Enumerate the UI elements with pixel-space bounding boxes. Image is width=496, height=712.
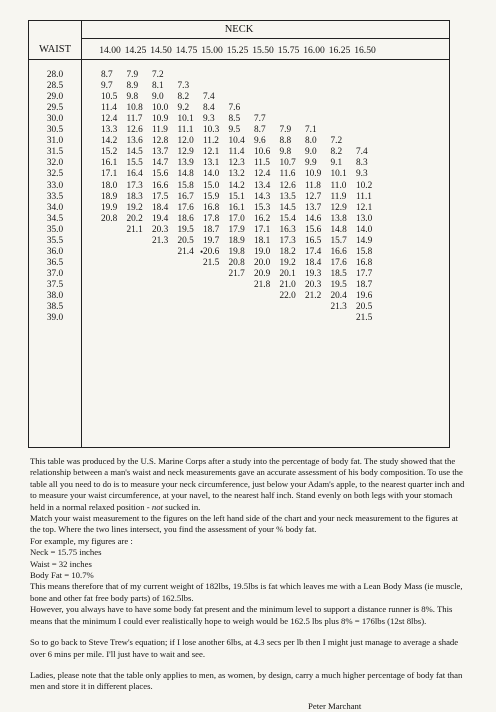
neck-value: 16.50	[354, 45, 376, 56]
table-cell: 15.6	[152, 169, 169, 180]
signature: Peter Marchant	[308, 700, 362, 711]
waist-value: 28.0	[46, 70, 64, 80]
table-cell: 10.0	[152, 103, 169, 114]
waist-value: 29.5	[46, 103, 64, 114]
table-cell: 7.2	[330, 136, 343, 147]
neck-value: 15.75	[277, 45, 300, 56]
waist-value: 36.0	[46, 246, 64, 257]
waist-value: 35.5	[46, 235, 64, 246]
table-cell: 9.7	[101, 81, 113, 92]
table-cell: 16.7	[177, 191, 194, 202]
table-cell: 21.7	[228, 268, 245, 279]
table-cell: 12.1	[203, 147, 220, 158]
table-cell: 15.2	[101, 147, 118, 158]
table-cell: 10.1	[177, 114, 194, 125]
table-cell: 13.7	[152, 147, 169, 158]
example-waist: Waist = 32 inches	[30, 558, 92, 569]
waist-value: 31.0	[46, 136, 64, 147]
table-cell: 8.2	[330, 147, 343, 158]
table-cell: 19.2	[126, 202, 143, 213]
table-cell: 9.8	[126, 92, 139, 103]
table-cell: 11.7	[126, 114, 143, 125]
table-cell: 17.0	[228, 213, 245, 224]
table-cell: 7.7	[254, 114, 266, 125]
table-cell: 8.1	[152, 81, 164, 92]
table-cell: 7.4	[356, 147, 368, 158]
waist-value: 28.5	[46, 81, 64, 92]
table-cell: 19.5	[177, 224, 194, 235]
table-cell: 13.5	[279, 191, 296, 202]
paragraph-equation: So to go back to Steve Trew's equation; if I lose another 6lbs, at 4.3 secs per lb then I might just manage to average a shade over 6 mins per mile. I'll just have to wait and see.	[30, 637, 459, 659]
waist-value: 39.0	[46, 313, 64, 324]
table-cell: 11.1	[356, 191, 372, 202]
table-cell: 18.7	[203, 224, 220, 235]
table-cell: 13.1	[203, 158, 220, 169]
table-cell: 20.9	[254, 268, 271, 279]
table-cell: 15.7	[330, 235, 347, 246]
table-cell: 18.3	[126, 191, 143, 202]
paragraph-example-intro: For example, my figures are :	[30, 535, 133, 546]
table-cell: 17.1	[254, 224, 271, 235]
table-cell: 21.5	[356, 313, 373, 324]
table-cell: 18.5	[330, 268, 347, 279]
table-cell: 15.3	[254, 202, 271, 213]
waist-header-label: WAIST	[38, 44, 72, 55]
table-cell: 16.4	[126, 169, 143, 180]
table-cell: 19.2	[279, 257, 296, 268]
header-divider	[29, 59, 449, 60]
waist-value: 30.5	[46, 125, 64, 136]
table-cell: 9.0	[305, 147, 317, 158]
table-cell: 8.7	[254, 125, 266, 136]
table-cell: 9.8	[279, 147, 292, 158]
table-cell: 7.2	[152, 70, 164, 80]
table-cell: 8.8	[279, 136, 292, 147]
table-cell: 10.3	[203, 125, 220, 136]
table-cell: 10.7	[279, 158, 296, 169]
table-cell: 12.3	[228, 158, 245, 169]
waist-value: 32.5	[46, 169, 64, 180]
paragraph-ladies: Ladies, please note that the table only applies to men, as women, by design, carry a much higher percentage of body fat than men and store it in different places.	[30, 669, 463, 692]
paragraph-lean-mass: This means therefore that of my current weight of 182lbs, 19.5lbs is fat which leaves me with a Lean Body Mass (ie muscle, bone and other fat free body parts) of 162.5lbs.	[30, 581, 463, 603]
table-cell: 15.6	[305, 224, 322, 235]
table-cell: 13.9	[177, 158, 194, 169]
table-cell: 11.9	[330, 191, 347, 202]
table-cell: 18.4	[305, 257, 322, 268]
table-cell: 10.8	[126, 103, 143, 114]
table-cell: 8.4	[203, 103, 215, 114]
paragraph-intro	[30, 456, 466, 513]
table-cell: 16.6	[152, 180, 169, 191]
table-cell: 11.2	[203, 136, 219, 147]
table-cell: 14.9	[356, 235, 373, 246]
neck-value: 16.25	[328, 45, 351, 56]
table-cell: 14.2	[228, 180, 245, 191]
table-cell: 20.8	[228, 257, 245, 268]
waist-value: 34.5	[46, 213, 64, 224]
waist-value: 29.0	[46, 92, 64, 103]
neck-value: 14.50	[150, 45, 172, 56]
table-cell: 9.0	[152, 92, 164, 103]
table-cell: 12.8	[152, 136, 169, 147]
table-cell: 19.3	[305, 268, 322, 279]
table-cell: 20.3	[305, 279, 322, 290]
table-cell: 17.5	[152, 191, 169, 202]
table-cell: 11.6	[279, 169, 296, 180]
table-cell: 7.4	[203, 92, 215, 103]
table-cell: 16.3	[279, 224, 296, 235]
table-cell: 11.4	[101, 103, 117, 114]
table-cell: 16.1	[101, 158, 118, 169]
table-cell: 12.7	[305, 191, 322, 202]
table-cell: 12.0	[177, 136, 194, 147]
table-cell: 9.2	[177, 103, 190, 114]
table-cell: 21.8	[254, 279, 271, 290]
table-cell: 8.5	[228, 114, 241, 125]
table-cell: 14.5	[279, 202, 296, 213]
table-cell: 8.0	[305, 136, 317, 147]
table-cell: 11.0	[330, 180, 347, 191]
neck-value: 15.50	[252, 45, 274, 56]
neck-value: 16.00	[303, 45, 325, 56]
waist-column-divider	[81, 21, 82, 447]
table-cell: 18.2	[279, 246, 296, 257]
table-cell: 12.4	[101, 114, 118, 125]
table-cell: 20.0	[254, 257, 271, 268]
table-cell: 13.2	[228, 169, 245, 180]
waist-value: 38.5	[46, 302, 64, 313]
table-cell: 15.8	[356, 246, 373, 257]
table-cell: 7.1	[305, 125, 317, 136]
table-cell: 16.6	[330, 246, 347, 257]
table-cell: 18.4	[152, 202, 169, 213]
table-cell: 7.9	[126, 70, 139, 80]
table-cell: 9.1	[330, 158, 343, 169]
paragraph-minimum: However, you always have to have some body fat present and the minimum level to support a distance runner is 8%. This means that the minimum I could ever realistically hope to weigh would be 162.5 lbs plus 8% = 176lbs (12st 8lbs).	[30, 604, 453, 626]
body-fat-table	[28, 20, 450, 448]
table-cell: 10.1	[330, 169, 347, 180]
table-cell: 18.9	[228, 235, 245, 246]
article-text	[30, 456, 466, 712]
table-cell: 20.4	[330, 291, 347, 301]
table-cell: 18.9	[101, 191, 118, 202]
table-cell: 18.0	[101, 180, 118, 191]
table-cell: 14.7	[152, 158, 169, 169]
table-cell: 17.1	[101, 169, 118, 180]
example-neck: Neck = 15.75 inches	[30, 547, 102, 558]
table-cell: 14.8	[330, 224, 347, 235]
waist-value: 36.5	[46, 257, 64, 268]
table-cell: 11.1	[177, 125, 194, 136]
table-cell: 18.1	[254, 235, 271, 246]
table-cell: 14.0	[356, 224, 373, 235]
neck-value: 14.25	[124, 45, 147, 56]
neck-header-divider	[81, 38, 449, 39]
waist-value: 32.0	[46, 158, 64, 169]
table-cell: 12.6	[126, 125, 143, 136]
table-cell: 11.4	[228, 147, 245, 158]
table-cell: 20.5	[356, 302, 373, 313]
table-cell: 16.8	[356, 257, 373, 268]
table-cell: 19.5	[330, 279, 347, 290]
table-cell: 10.4	[228, 136, 245, 147]
table-cell: 9.3	[203, 114, 215, 125]
table-cell: 10.2	[356, 180, 373, 191]
intro-end: sucked in.	[165, 501, 201, 512]
table-cell: 20.3	[152, 224, 169, 235]
waist-value: 33.5	[46, 191, 64, 202]
table-cell: 16.8	[203, 202, 220, 213]
table-cell: 17.3	[279, 235, 296, 246]
table-cell: 21.1	[126, 224, 143, 235]
table-cell: 20.8	[101, 213, 118, 224]
table-cell: 17.6	[330, 257, 347, 268]
table-cell: 19.6	[356, 291, 373, 301]
table-cell: 11.9	[152, 125, 168, 136]
table-cell: 12.6	[279, 180, 296, 191]
table-cell: 10.6	[254, 147, 271, 158]
waist-value: 38.0	[46, 291, 64, 301]
table-cell: 16.1	[228, 202, 245, 213]
table-cell: 17.6	[177, 202, 194, 213]
table-cell: 12.1	[356, 202, 373, 213]
table-cell: 10.5	[101, 92, 118, 103]
table-cell: 16.2	[254, 213, 271, 224]
table-cell: 8.7	[101, 70, 113, 80]
table-cell: 20.2	[126, 213, 143, 224]
waist-value: 37.0	[46, 268, 64, 279]
table-cell: 15.9	[203, 191, 220, 202]
neck-value: 15.00	[201, 45, 223, 56]
intro-text: This table was produced by the U.S. Marine Corps after a study into the percentage of body fat. The study showed that the relationship between a man's waist and neck measurements gave an accurate assessment of his body composition. To use the table all you need to do is to measure your neck circumference, just below your Adam's apple, to the nearest quarter inch and to measure your waist circumference, at your navel, to the nearest half inch. Stand evenly on both legs with your stomach held in a normal relaxed position -	[30, 456, 465, 512]
table-cell: 13.6	[126, 136, 143, 147]
table-cell: 11.8	[305, 180, 321, 191]
table-cell: 19.9	[101, 202, 118, 213]
table-cell: 21.3	[152, 235, 169, 246]
neck-value: 14.75	[175, 45, 198, 56]
table-cell: 17.4	[305, 246, 322, 257]
table-cell: 15.4	[279, 213, 296, 224]
table-cell: 19.0	[254, 246, 271, 257]
table-cell: 13.8	[330, 213, 347, 224]
table-cell: 8.9	[126, 81, 139, 92]
table-cell: 14.6	[305, 213, 322, 224]
table-cell: 20.1	[279, 268, 296, 279]
neck-header-label: NECK	[224, 24, 254, 35]
table-cell: 16.5	[305, 235, 322, 246]
table-cell: 7.6	[228, 103, 241, 114]
waist-value: 30.0	[46, 114, 64, 125]
waist-value: 35.0	[46, 224, 64, 235]
table-cell: 9.6	[254, 136, 266, 147]
table-cell: 17.8	[203, 213, 220, 224]
table-cell: 14.8	[177, 169, 194, 180]
table-cell: 14.3	[254, 191, 271, 202]
table-cell: 10.9	[305, 169, 322, 180]
table-cell: 15.8	[177, 180, 194, 191]
table-cell: 13.4	[254, 180, 271, 191]
example-body-fat: Body Fat = 10.7%	[30, 570, 94, 581]
table-cell: 17.3	[126, 180, 143, 191]
table-cell: 13.3	[101, 125, 118, 136]
waist-value: 37.5	[46, 279, 64, 290]
table-cell: 9.9	[305, 158, 317, 169]
table-cell: 12.9	[177, 147, 194, 158]
table-cell: 21.3	[330, 302, 347, 313]
table-cell: 15.5	[126, 158, 143, 169]
table-cell: 18.6	[177, 213, 194, 224]
table-cell: 13.7	[305, 202, 322, 213]
paragraph-usage: Match your waist measurement to the figures on the left hand side of the chart and your neck measurement to the figures at the top. Where the two lines intersect, you find the assessment of your % body fat.	[30, 513, 458, 535]
table-cell: 14.0	[203, 169, 220, 180]
table-cell: 15.1	[228, 191, 245, 202]
table-cell: 21.0	[279, 279, 296, 290]
table-cell: 21.5	[203, 257, 220, 268]
table-cell: 22.0	[279, 291, 296, 301]
table-cell: 21.2	[305, 291, 322, 301]
table-cell: 17.9	[228, 224, 245, 235]
neck-value: 14.00	[99, 45, 121, 56]
waist-value: 31.5	[46, 147, 64, 158]
table-cell: 11.5	[254, 158, 270, 169]
table-cell: 14.5	[126, 147, 143, 158]
table-cell: 20.5	[177, 235, 194, 246]
table-cell: 15.0	[203, 180, 220, 191]
table-cell: 20.6	[203, 246, 220, 257]
table-cell: 9.3	[356, 169, 368, 180]
table-cell: 9.5	[228, 125, 241, 136]
neck-value: 15.25	[226, 45, 249, 56]
table-cell: 17.7	[356, 268, 373, 279]
table-cell: 10.9	[152, 114, 169, 125]
table-cell: 19.7	[203, 235, 220, 246]
table-cell: 19.4	[152, 213, 169, 224]
emphasis-not: not	[151, 501, 163, 512]
table-cell: 8.3	[356, 158, 368, 169]
table-cell: 12.9	[330, 202, 347, 213]
waist-value: 34.0	[46, 202, 64, 213]
table-cell: 7.9	[279, 125, 292, 136]
table-cell: 19.8	[228, 246, 245, 257]
waist-value: 33.0	[46, 180, 64, 191]
table-cell: 13.0	[356, 213, 373, 224]
stray-mark: •	[200, 247, 204, 257]
table-cell: 18.7	[356, 279, 373, 290]
table-cell: 7.3	[177, 81, 190, 92]
table-cell: 21.4	[177, 246, 194, 257]
table-cell: 12.4	[254, 169, 271, 180]
table-cell: 14.2	[101, 136, 118, 147]
table-cell: 8.2	[177, 92, 190, 103]
